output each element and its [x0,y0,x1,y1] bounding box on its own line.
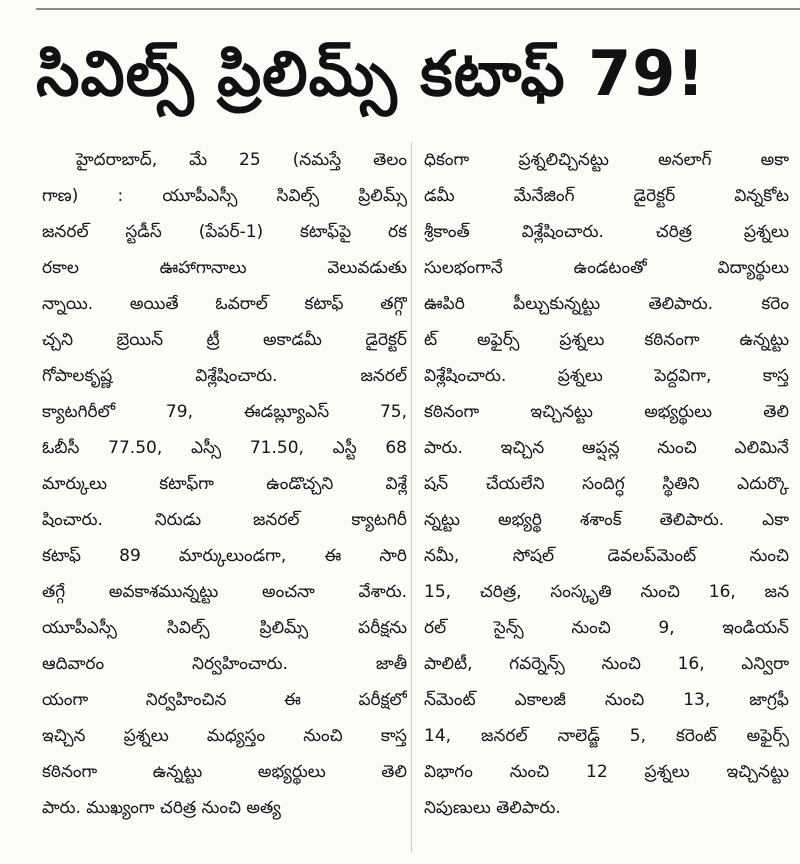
article-line: యూపీఎస్సీ సివిల్స్ ప్రిలిమ్స్ పరీక్షను [42,618,407,638]
column-divider [411,142,412,852]
article-line: న్‌మెంట్ ఎకాలజీ నుంచి 13, జాగ్రఫీ [424,690,789,710]
article-line: న్నట్టు అభ్యర్థి శశాంక్ తెలిపారు. ఎకా [424,510,789,530]
article-line: హైదరాబాద్, మే 25 (నమస్తే తెలం [76,150,407,170]
article-line: సులభంగానే ఉండటంతో విద్యార్థులు [424,258,789,278]
article-line: పారు. ముఖ్యంగా చరిత్ర నుంచి అత్య [42,798,281,818]
article-line: శ్రీకాంత్ విశ్లేషించారు. చరిత్ర ప్రశ్నలు [424,222,789,242]
article-column-left [42,142,407,854]
article-line: కటాఫ్ 89 మార్కులుండగా, ఈ సారి [42,546,407,566]
article-column-right [424,142,789,854]
article-line: కఠినంగా ఉన్నట్టు అభ్యర్థులు తెలి [42,762,407,782]
article-line: ఆదివారం నిర్వహించారు. జాతీ [42,654,407,674]
article-line: గోపాలకృష్ణ విశ్లేషించారు. జనరల్ [42,366,407,386]
article-line: విశ్లేషించారు. ప్రశ్నలు పెద్దవిగా, కాస్త [424,366,789,386]
article-line: పారు. ఇచ్చిన ఆప్షన్ల నుంచి ఎలిమినే [424,438,789,458]
article-line: 14, జనరల్ నాలెడ్జ్ 5, కరెంట్ అఫైర్స్ [424,726,789,746]
article-line: విభాగం నుంచి 12 ప్రశ్నలు ఇచ్చినట్టు [424,762,789,782]
article-line: కఠినంగా ఇచ్చినట్టు అభ్యర్థులు తెలి [424,402,789,422]
article-line: ట్ అఫైర్స్ ప్రశ్నలు కఠినంగా ఉన్నట్టు [424,330,789,350]
article-line: షన్ చేయలేని సందిగ్ధ స్థితిని ఎదుర్కొ [424,474,789,494]
article-line: ఊపిరి పీల్చుకున్నట్టు తెలిపారు. కరెం [424,294,789,314]
article-line: 15, చరిత్ర, సంస్కృతి నుంచి 16, జన [424,582,789,602]
article-line: పాలిటీ, గవర్నెన్స్ నుంచి 16, ఎన్విరా [424,654,789,674]
article-line: గాణ) : యూపీఎస్సీ సివిల్స్ ప్రిలిమ్స్ [42,186,407,206]
headline: సివిల్స్ ప్రిలిమ్స్ కటాఫ్ 79! [36,37,706,110]
article-line: డమీ మేనేజింగ్ డైరెక్టర్ విన్నకోట [424,186,789,206]
top-rule [36,8,800,10]
article-line: ధికంగా ప్రశ్నలిచ్చినట్టు అనలాగ్ అకా [424,150,789,170]
article-line: రకాల ఊహాగానాలు వెలువడుతు [42,258,407,278]
article-line: నమీ, సోషల్ డెవలప్‌మెంట్ నుంచి [424,546,789,566]
article-line: రల్ సైన్స్ నుంచి 9, ఇండియన్ [424,618,789,638]
article-line: చ్చని బ్రెయిన్ ట్రీ అకాడమీ డైరెక్టర్ [42,330,407,350]
article-line: తగ్గే అవకాశమున్నట్టు అంచనా వేశారు. [42,582,407,602]
article-line: ఓబీసీ 77.50, ఎస్సీ 71.50, ఎస్టీ 68 [42,438,407,458]
article-line: న్నాయి. అయితే ఓవరాల్ కటాఫ్ తగ్గొ [42,294,407,314]
article-line: జనరల్ స్టడీస్ (పేపర్-1) కటాఫ్‌పై రక [42,222,407,242]
article-line: షించారు. నిరుడు జనరల్ క్యాటగిరీ [42,510,407,530]
article-line: నిపుణులు తెలిపారు. [424,798,561,818]
article-line: క్యాటగిరీలో 79, ఈడబ్ల్యూఎస్ 75, [42,402,407,422]
article-line: యంగా నిర్వహించిన ఈ పరీక్షలో [42,690,407,710]
article-line: ఇచ్చిన ప్రశ్నలు మధ్యస్తం నుంచి కాస్త [42,726,407,746]
article-line: మార్కులు కటాఫ్‌గా ఉండొచ్చని విశ్లే [42,474,407,494]
